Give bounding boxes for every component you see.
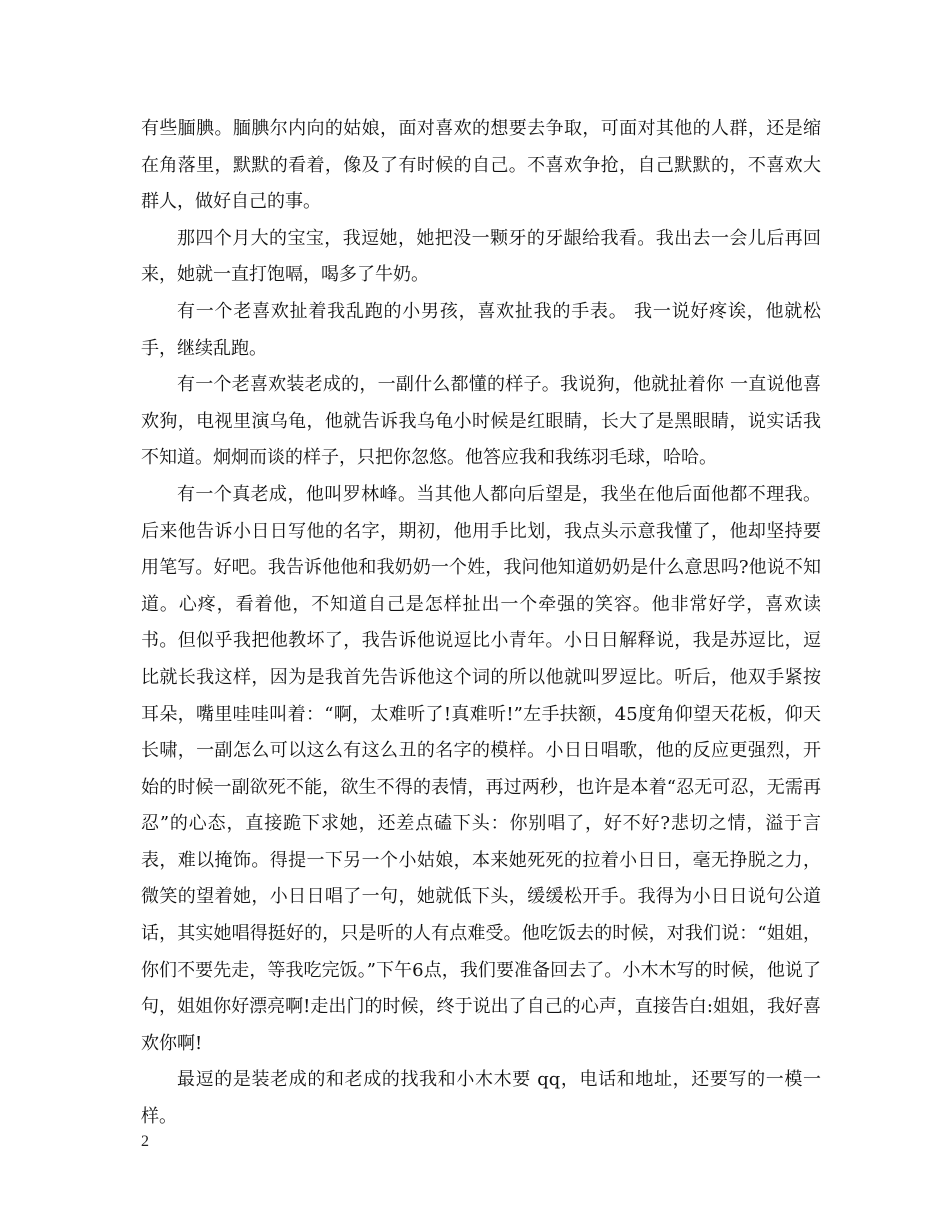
paragraph-continuation: 有些腼腆。腼腆尔内向的姑娘，面对喜欢的想要去争取，可面对其他的人群，还是缩在角落里，默默的看着，像及了有时候的自己。不喜欢争抢，自己默默的，不喜欢大群人，做好自己的事。 (141, 118, 821, 213)
document-body (141, 111, 821, 1136)
paragraph-luo-linfeng: 有一个真老成，他叫罗林峰。当其他人都向后望是，我坐在他后面他都不理我。后来他告诉小日日写他的名字，期初，他用手比划，我点头示意我懂了，他却坚持要用笔写。好吧。我告诉他他和我奶奶一个姓，我问他知道奶奶是什么意思吗?他说不知道。心疼，看着他，不知道自己是怎样扯出一个牵强的笑容。他非常好学，喜欢读书。但似乎我把他教坏了，我告诉他说逗比小青年。小日日解释说，我是苏逗比，逗比就长我这样，因为是我首先告诉他这个词的所以他就叫罗逗比。听后，他双手紧按耳朵，嘴里哇哇叫着：“啊，太难听了!真难听!”左手扶额，45度角仰望天花板，仰天长啸，一副怎么可以这么有这么丑的名字的模样。小日日唱歌，他的反应更强烈，开始的时候一副欲死不能，欲生不得的表情，再过两秒，也许是本着“忍无可忍，无需再忍”的心态，直接跪下求她，还差点磕下头：你别唱了，好不好?悲切之情，溢于言表，难以掩饰。得提一下另一个小姑娘，本来她死死的拉着小日日，毫无挣脱之力，微笑的望着她，小日日唱了一句，她就低下头，缓缓松开手。我得为小日日说句公道话，其实她唱得挺好的，只是听的人有点难受。他吃饭去的时候，对我们说：“姐姐，你们不要先走，等我吃完饭。”下午6点，我们要准备回去了。小木木写的时候，他说了句，姐姐你好漂亮啊!走出门的时候，终于说出了自己的心声，直接告白:姐姐，我好喜欢你啊! (141, 483, 821, 1054)
paragraph-baby: 那四个月大的宝宝，我逗她，她把没一颗牙的牙龈给我看。我出去一会儿后再回来，她就一直打饱嗝，喝多了牛奶。 (141, 227, 821, 286)
paragraph-funniest: 最逗的是装老成的和老成的找我和小木木要 qq，电话和地址，还要写的一模一样。 (141, 1069, 821, 1128)
page-number: 2 (141, 1133, 149, 1150)
paragraph-little-boy: 有一个老喜欢扯着我乱跑的小男孩，喜欢扯我的手表。 我一说好疼诶，他就松手，继续乱跑。 (141, 300, 821, 359)
paragraph-pretend-mature: 有一个老喜欢装老成的，一副什么都懂的样子。我说狗，他就扯着你 一直说他喜欢狗，电视里演乌龟，他就告诉我乌龟小时候是红眼睛，长大了是黑眼睛，说实话我不知道。炯炯而谈的样子，只把你忽悠。他答应我和我练羽毛球，哈哈。 (141, 374, 821, 469)
